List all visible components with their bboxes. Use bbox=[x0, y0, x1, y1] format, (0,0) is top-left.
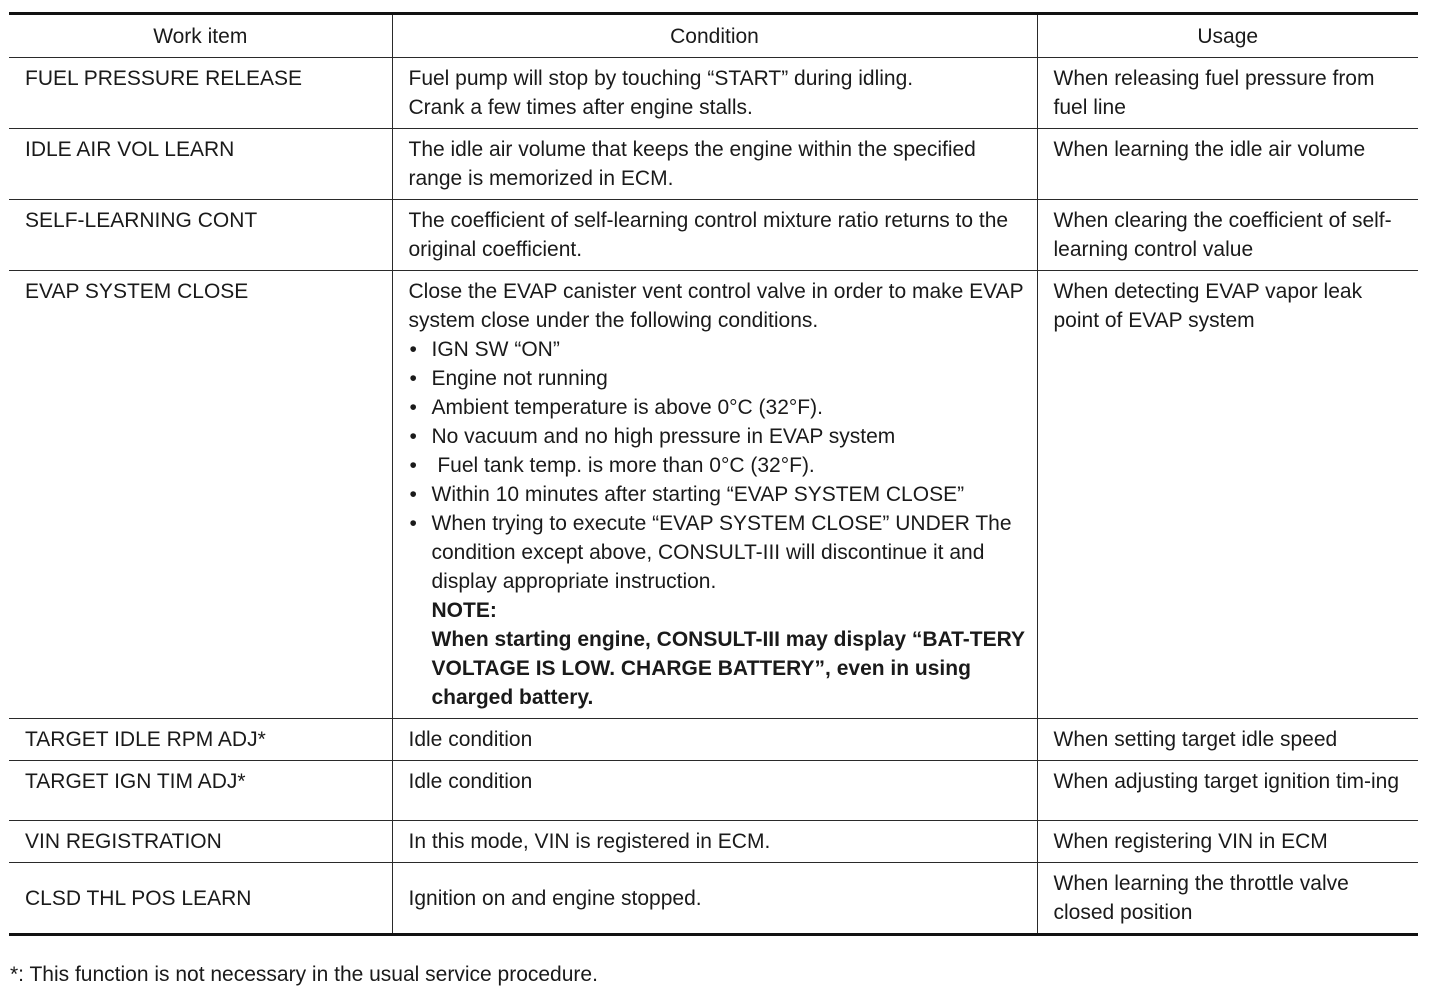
condition-cell bbox=[392, 863, 1037, 935]
usage-cell bbox=[1037, 761, 1418, 821]
work-item-text: EVAP SYSTEM CLOSE bbox=[25, 280, 249, 303]
work-item-text: FUEL PRESSURE RELEASE bbox=[25, 67, 302, 90]
bullet-icon: • bbox=[409, 454, 417, 477]
work-item-cell bbox=[9, 719, 392, 761]
bullet-icon: • bbox=[409, 396, 417, 419]
table-row bbox=[9, 129, 1418, 200]
usage-cell bbox=[1037, 58, 1418, 129]
list-item bbox=[409, 393, 1031, 422]
table-row bbox=[9, 761, 1418, 821]
work-item-cell bbox=[9, 271, 392, 719]
work-item-cell bbox=[9, 761, 392, 821]
bullet-text: Fuel tank temp. is more than 0°C (32°F). bbox=[431, 454, 815, 477]
condition-cell bbox=[392, 58, 1037, 129]
usage-cell bbox=[1037, 129, 1418, 200]
usage-text: When adjusting target ignition tim-ing bbox=[1053, 770, 1400, 793]
bullet-text: Within 10 minutes after starting “EVAP SYSTEM CLOSE” bbox=[431, 483, 965, 506]
work-item-cell bbox=[9, 58, 392, 129]
usage-text: When learning the throttle valve closed position bbox=[1053, 872, 1349, 924]
work-item-text: VIN REGISTRATION bbox=[25, 830, 222, 853]
condition-text: The idle air volume that keeps the engine within the specified range is memorized in ECM. bbox=[408, 138, 976, 190]
table-header-row bbox=[9, 14, 1418, 58]
list-item bbox=[409, 480, 1031, 509]
bullet-text: Ambient temperature is above 0°C (32°F). bbox=[431, 396, 823, 419]
table-row bbox=[9, 719, 1418, 761]
table-row bbox=[9, 200, 1418, 271]
list-item bbox=[409, 509, 1031, 712]
usage-text: When releasing fuel pressure from fuel line bbox=[1053, 67, 1375, 119]
list-item bbox=[409, 422, 1031, 451]
header-condition: Condition bbox=[392, 14, 1037, 58]
condition-bullet-list bbox=[409, 335, 1031, 712]
condition-cell bbox=[392, 719, 1037, 761]
bullet-text: No vacuum and no high pressure in EVAP system bbox=[431, 425, 896, 448]
usage-cell bbox=[1037, 271, 1418, 719]
bullet-text: Engine not running bbox=[431, 367, 608, 390]
table-row bbox=[9, 271, 1418, 719]
condition-text: Idle condition bbox=[408, 770, 533, 793]
work-item-text: TARGET IDLE RPM ADJ* bbox=[25, 728, 266, 751]
usage-cell bbox=[1037, 200, 1418, 271]
note-title: NOTE: bbox=[431, 599, 497, 622]
bullet-icon: • bbox=[409, 425, 417, 448]
work-item-text: CLSD THL POS LEARN bbox=[25, 886, 252, 910]
bullet-text: When trying to execute “EVAP SYSTEM CLOSE” UNDER The condition except above, CONSULT-III will discontinue it and display appropriate instruction. bbox=[431, 512, 1012, 593]
condition-cell bbox=[392, 129, 1037, 200]
header-usage: Usage bbox=[1037, 14, 1418, 58]
usage-text: When detecting EVAP vapor leak point of EVAP system bbox=[1053, 280, 1363, 332]
bullet-icon: • bbox=[409, 512, 417, 535]
work-item-text: IDLE AIR VOL LEARN bbox=[25, 138, 235, 161]
list-item bbox=[409, 335, 1031, 364]
table-row bbox=[9, 58, 1418, 129]
condition-text: In this mode, VIN is registered in ECM. bbox=[408, 830, 771, 853]
usage-cell bbox=[1037, 719, 1418, 761]
usage-text: When learning the idle air volume bbox=[1053, 138, 1366, 161]
usage-text: When clearing the coefficient of self-learning control value bbox=[1053, 209, 1392, 261]
table-row bbox=[9, 821, 1418, 863]
note-body: When starting engine, CONSULT-III may display “BAT-TERY VOLTAGE IS LOW. CHARGE BATTERY”, even in using charged battery. bbox=[431, 628, 1025, 709]
bullet-icon: • bbox=[409, 338, 417, 361]
work-item-cell bbox=[9, 821, 392, 863]
list-item bbox=[409, 451, 1031, 480]
work-item-cell bbox=[9, 863, 392, 935]
condition-cell bbox=[392, 200, 1037, 271]
work-item-text: SELF-LEARNING CONT bbox=[25, 209, 258, 232]
usage-cell bbox=[1037, 821, 1418, 863]
footnote: *: This function is not necessary in the usual service procedure. bbox=[10, 963, 598, 986]
bullet-icon: • bbox=[409, 367, 417, 390]
table-row bbox=[9, 863, 1418, 935]
condition-text: Idle condition bbox=[408, 728, 533, 751]
usage-cell bbox=[1037, 863, 1418, 935]
condition-cell bbox=[392, 821, 1037, 863]
condition-text: Ignition on and engine stopped. bbox=[408, 886, 702, 910]
usage-text: When setting target idle speed bbox=[1053, 728, 1338, 751]
condition-text: The coefficient of self-learning control mixture ratio returns to the original coefficient. bbox=[408, 209, 1009, 261]
work-item-text: TARGET IGN TIM ADJ* bbox=[25, 770, 246, 793]
work-support-table bbox=[9, 12, 1418, 936]
condition-cell bbox=[392, 761, 1037, 821]
condition-text: Fuel pump will stop by touching “START” during idling. bbox=[408, 67, 914, 90]
header-work-item: Work item bbox=[9, 14, 392, 58]
work-item-cell bbox=[9, 200, 392, 271]
condition-intro: Close the EVAP canister vent control valve in order to make EVAP system close under the following conditions. bbox=[408, 280, 1024, 332]
bullet-text: IGN SW “ON” bbox=[431, 338, 560, 361]
usage-text: When registering VIN in ECM bbox=[1053, 830, 1328, 853]
bullet-icon: • bbox=[409, 483, 417, 506]
condition-cell bbox=[392, 271, 1037, 719]
list-item bbox=[409, 364, 1031, 393]
work-item-cell bbox=[9, 129, 392, 200]
condition-text: Crank a few times after engine stalls. bbox=[408, 96, 753, 119]
